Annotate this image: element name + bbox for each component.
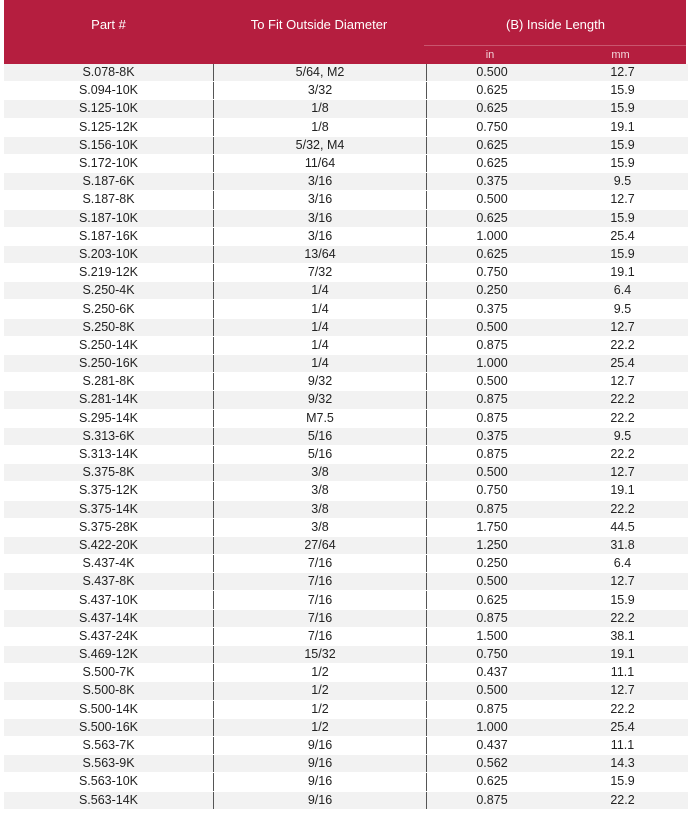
table-row	[4, 464, 688, 482]
outside-diameter-cell: 1/2	[214, 682, 427, 700]
part-number-cell: S.375-8K	[4, 464, 214, 482]
outside-diameter-cell: 7/16	[214, 555, 427, 573]
outside-diameter-cell: 3/16	[214, 191, 427, 209]
table-row	[4, 646, 688, 664]
outside-diameter-cell: 1/2	[214, 700, 427, 718]
outside-diameter-cell: 1/4	[214, 336, 427, 354]
inside-length-mm-cell: 15.9	[557, 773, 688, 791]
inside-length-in-cell: 1.750	[427, 518, 558, 536]
inside-length-in-cell: 0.625	[427, 591, 558, 609]
outside-diameter-cell: 27/64	[214, 536, 427, 554]
part-number-cell: S.563-10K	[4, 773, 214, 791]
outside-diameter-cell: 7/16	[214, 573, 427, 591]
part-number-cell: S.500-14K	[4, 700, 214, 718]
part-number-cell: S.437-8K	[4, 573, 214, 591]
outside-diameter-cell: 9/16	[214, 736, 427, 754]
part-number-cell: S.250-14K	[4, 336, 214, 354]
inside-length-in-cell: 0.750	[427, 482, 558, 500]
part-number-cell: S.437-10K	[4, 591, 214, 609]
part-number-cell: S.187-10K	[4, 209, 214, 227]
inside-length-mm-cell: 15.9	[557, 100, 688, 118]
table-row	[4, 118, 688, 136]
outside-diameter-cell: 9/16	[214, 773, 427, 791]
inside-length-mm-cell: 6.4	[557, 282, 688, 300]
part-number-cell: S.375-12K	[4, 482, 214, 500]
inside-length-in-cell: 0.500	[427, 64, 558, 82]
part-number-cell: S.172-10K	[4, 154, 214, 172]
inside-length-in-cell: 0.562	[427, 755, 558, 773]
inside-length-mm-cell: 22.2	[557, 791, 688, 809]
table-row	[4, 391, 688, 409]
inside-length-mm-cell: 31.8	[557, 536, 688, 554]
part-number-cell: S.375-14K	[4, 500, 214, 518]
part-number-cell: S.375-28K	[4, 518, 214, 536]
table-row	[4, 191, 688, 209]
inside-length-mm-cell: 22.2	[557, 409, 688, 427]
part-number-cell: S.563-14K	[4, 791, 214, 809]
outside-diameter-cell: 1/4	[214, 355, 427, 373]
outside-diameter-cell: 1/4	[214, 282, 427, 300]
parts-table	[4, 64, 688, 810]
table-row	[4, 355, 688, 373]
part-number-cell: S.437-24K	[4, 627, 214, 645]
table-row	[4, 173, 688, 191]
inside-length-mm-cell: 25.4	[557, 718, 688, 736]
table-row	[4, 373, 688, 391]
inside-length-in-cell: 0.625	[427, 773, 558, 791]
inside-length-in-cell: 0.625	[427, 136, 558, 154]
table-row	[4, 264, 688, 282]
part-number-cell: S.250-8K	[4, 318, 214, 336]
table-row	[4, 736, 688, 754]
part-number-cell: S.250-6K	[4, 300, 214, 318]
inside-length-mm-cell: 6.4	[557, 555, 688, 573]
parts-table-body	[4, 64, 688, 809]
part-number-cell: S.500-8K	[4, 682, 214, 700]
outside-diameter-cell: 7/32	[214, 264, 427, 282]
inside-length-mm-cell: 25.4	[557, 355, 688, 373]
part-number-cell: S.295-14K	[4, 409, 214, 427]
outside-diameter-cell: 1/8	[214, 100, 427, 118]
part-number-cell: S.125-12K	[4, 118, 214, 136]
table-row	[4, 427, 688, 445]
inside-length-in-cell: 0.500	[427, 373, 558, 391]
table-row	[4, 755, 688, 773]
inside-length-in-cell: 0.625	[427, 100, 558, 118]
inside-length-mm-cell: 15.9	[557, 245, 688, 263]
table-row	[4, 154, 688, 172]
inside-length-mm-cell: 15.9	[557, 136, 688, 154]
inside-length-mm-cell: 22.2	[557, 336, 688, 354]
inside-length-mm-cell: 12.7	[557, 464, 688, 482]
outside-diameter-cell: 3/8	[214, 500, 427, 518]
inside-length-in-cell: 0.437	[427, 736, 558, 754]
inside-length-mm-cell: 22.2	[557, 445, 688, 463]
inside-length-mm-cell: 22.2	[557, 500, 688, 518]
part-number-cell: S.500-7K	[4, 664, 214, 682]
outside-diameter-cell: 1/2	[214, 718, 427, 736]
part-number-cell: S.313-6K	[4, 427, 214, 445]
inside-length-in-cell: 0.625	[427, 245, 558, 263]
part-number-cell: S.094-10K	[4, 82, 214, 100]
inside-length-in-cell: 0.875	[427, 336, 558, 354]
inside-length-in-cell: 0.625	[427, 82, 558, 100]
part-number-cell: S.250-4K	[4, 282, 214, 300]
header-divider	[424, 45, 686, 46]
inside-length-in-cell: 0.750	[427, 646, 558, 664]
inside-length-mm-cell: 19.1	[557, 482, 688, 500]
inside-length-in-cell: 0.437	[427, 664, 558, 682]
inside-length-mm-cell: 15.9	[557, 209, 688, 227]
part-number-cell: S.078-8K	[4, 64, 214, 82]
inside-length-mm-cell: 12.7	[557, 573, 688, 591]
outside-diameter-cell: 3/32	[214, 82, 427, 100]
inside-length-mm-cell: 9.5	[557, 173, 688, 191]
inside-length-in-cell: 0.250	[427, 555, 558, 573]
table-row	[4, 82, 688, 100]
outside-diameter-cell: 7/16	[214, 627, 427, 645]
part-number-cell: S.125-10K	[4, 100, 214, 118]
inside-length-mm-cell: 44.5	[557, 518, 688, 536]
part-number-cell: S.281-14K	[4, 391, 214, 409]
inside-length-in-cell: 0.500	[427, 191, 558, 209]
header-inside-length: (B) Inside Length	[505, 17, 605, 32]
outside-diameter-cell: 3/8	[214, 464, 427, 482]
part-number-cell: S.219-12K	[4, 264, 214, 282]
part-number-cell: S.500-16K	[4, 718, 214, 736]
outside-diameter-cell: 3/16	[214, 227, 427, 245]
table-row	[4, 409, 688, 427]
outside-diameter-cell: 3/8	[214, 482, 427, 500]
part-number-cell: S.281-8K	[4, 373, 214, 391]
outside-diameter-cell: 9/32	[214, 391, 427, 409]
inside-length-in-cell: 0.500	[427, 464, 558, 482]
outside-diameter-cell: 9/16	[214, 791, 427, 809]
outside-diameter-cell: 1/4	[214, 300, 427, 318]
outside-diameter-cell: 15/32	[214, 646, 427, 664]
outside-diameter-cell: 11/64	[214, 154, 427, 172]
inside-length-in-cell: 1.500	[427, 627, 558, 645]
table-row	[4, 700, 688, 718]
inside-length-mm-cell: 11.1	[557, 736, 688, 754]
inside-length-mm-cell: 12.7	[557, 682, 688, 700]
table-row	[4, 609, 688, 627]
inside-length-mm-cell: 15.9	[557, 591, 688, 609]
inside-length-in-cell: 0.875	[427, 391, 558, 409]
outside-diameter-cell: 5/16	[214, 427, 427, 445]
inside-length-in-cell: 1.000	[427, 718, 558, 736]
parts-table-container	[4, 0, 686, 810]
inside-length-mm-cell: 22.2	[557, 391, 688, 409]
table-row	[4, 209, 688, 227]
table-row	[4, 555, 688, 573]
inside-length-in-cell: 0.625	[427, 154, 558, 172]
outside-diameter-cell: 5/32, M4	[214, 136, 427, 154]
table-row	[4, 336, 688, 354]
inside-length-mm-cell: 19.1	[557, 264, 688, 282]
inside-length-mm-cell: 15.9	[557, 82, 688, 100]
table-row	[4, 245, 688, 263]
part-number-cell: S.187-16K	[4, 227, 214, 245]
inside-length-mm-cell: 12.7	[557, 373, 688, 391]
inside-length-mm-cell: 12.7	[557, 64, 688, 82]
inside-length-in-cell: 1.250	[427, 536, 558, 554]
inside-length-in-cell: 0.875	[427, 700, 558, 718]
table-row	[4, 482, 688, 500]
table-row	[4, 300, 688, 318]
table-row	[4, 536, 688, 554]
inside-length-in-cell: 0.375	[427, 427, 558, 445]
inside-length-in-cell: 1.000	[427, 355, 558, 373]
outside-diameter-cell: 7/16	[214, 609, 427, 627]
part-number-cell: S.469-12K	[4, 646, 214, 664]
inside-length-in-cell: 0.875	[427, 409, 558, 427]
table-row	[4, 282, 688, 300]
header-part-number: Part #	[91, 17, 126, 32]
inside-length-in-cell: 1.000	[427, 227, 558, 245]
table-row	[4, 136, 688, 154]
outside-diameter-cell: 3/16	[214, 173, 427, 191]
inside-length-mm-cell: 12.7	[557, 318, 688, 336]
outside-diameter-cell: 9/32	[214, 373, 427, 391]
outside-diameter-cell: 3/16	[214, 209, 427, 227]
inside-length-in-cell: 0.875	[427, 445, 558, 463]
table-row	[4, 627, 688, 645]
inside-length-mm-cell: 25.4	[557, 227, 688, 245]
table-row	[4, 100, 688, 118]
table-row	[4, 445, 688, 463]
inside-length-in-cell: 0.500	[427, 682, 558, 700]
part-number-cell: S.203-10K	[4, 245, 214, 263]
inside-length-mm-cell: 22.2	[557, 609, 688, 627]
table-row	[4, 664, 688, 682]
table-row	[4, 318, 688, 336]
outside-diameter-cell: 3/8	[214, 518, 427, 536]
inside-length-in-cell: 0.625	[427, 209, 558, 227]
part-number-cell: S.563-7K	[4, 736, 214, 754]
inside-length-mm-cell: 12.7	[557, 191, 688, 209]
header-unit-in: in	[485, 49, 495, 61]
inside-length-in-cell: 0.250	[427, 282, 558, 300]
part-number-cell: S.313-14K	[4, 445, 214, 463]
part-number-cell: S.156-10K	[4, 136, 214, 154]
outside-diameter-cell: 1/2	[214, 664, 427, 682]
outside-diameter-cell: 1/8	[214, 118, 427, 136]
inside-length-mm-cell: 22.2	[557, 700, 688, 718]
inside-length-in-cell: 0.875	[427, 609, 558, 627]
outside-diameter-cell: 1/4	[214, 318, 427, 336]
part-number-cell: S.437-14K	[4, 609, 214, 627]
inside-length-in-cell: 0.750	[427, 264, 558, 282]
table-row	[4, 773, 688, 791]
inside-length-in-cell: 0.375	[427, 300, 558, 318]
part-number-cell: S.563-9K	[4, 755, 214, 773]
outside-diameter-cell: M7.5	[214, 409, 427, 427]
inside-length-mm-cell: 14.3	[557, 755, 688, 773]
table-row	[4, 791, 688, 809]
outside-diameter-cell: 5/64, M2	[214, 64, 427, 82]
inside-length-mm-cell: 15.9	[557, 154, 688, 172]
outside-diameter-cell: 13/64	[214, 245, 427, 263]
part-number-cell: S.437-4K	[4, 555, 214, 573]
table-row	[4, 518, 688, 536]
inside-length-in-cell: 0.750	[427, 118, 558, 136]
inside-length-mm-cell: 9.5	[557, 427, 688, 445]
header-outside-diameter: To Fit Outside Diameter	[250, 17, 388, 32]
table-header	[4, 0, 686, 64]
part-number-cell: S.422-20K	[4, 536, 214, 554]
part-number-cell: S.250-16K	[4, 355, 214, 373]
table-row	[4, 718, 688, 736]
inside-length-in-cell: 0.875	[427, 791, 558, 809]
outside-diameter-cell: 5/16	[214, 445, 427, 463]
outside-diameter-cell: 9/16	[214, 755, 427, 773]
outside-diameter-cell: 7/16	[214, 591, 427, 609]
inside-length-mm-cell: 9.5	[557, 300, 688, 318]
inside-length-in-cell: 0.875	[427, 500, 558, 518]
header-unit-mm: mm	[611, 49, 630, 61]
table-row	[4, 227, 688, 245]
inside-length-mm-cell: 11.1	[557, 664, 688, 682]
part-number-cell: S.187-8K	[4, 191, 214, 209]
table-row	[4, 682, 688, 700]
inside-length-in-cell: 0.500	[427, 573, 558, 591]
inside-length-mm-cell: 38.1	[557, 627, 688, 645]
table-row	[4, 500, 688, 518]
table-row	[4, 591, 688, 609]
inside-length-mm-cell: 19.1	[557, 118, 688, 136]
inside-length-in-cell: 0.500	[427, 318, 558, 336]
table-row	[4, 64, 688, 82]
part-number-cell: S.187-6K	[4, 173, 214, 191]
inside-length-mm-cell: 19.1	[557, 646, 688, 664]
inside-length-in-cell: 0.375	[427, 173, 558, 191]
table-row	[4, 573, 688, 591]
